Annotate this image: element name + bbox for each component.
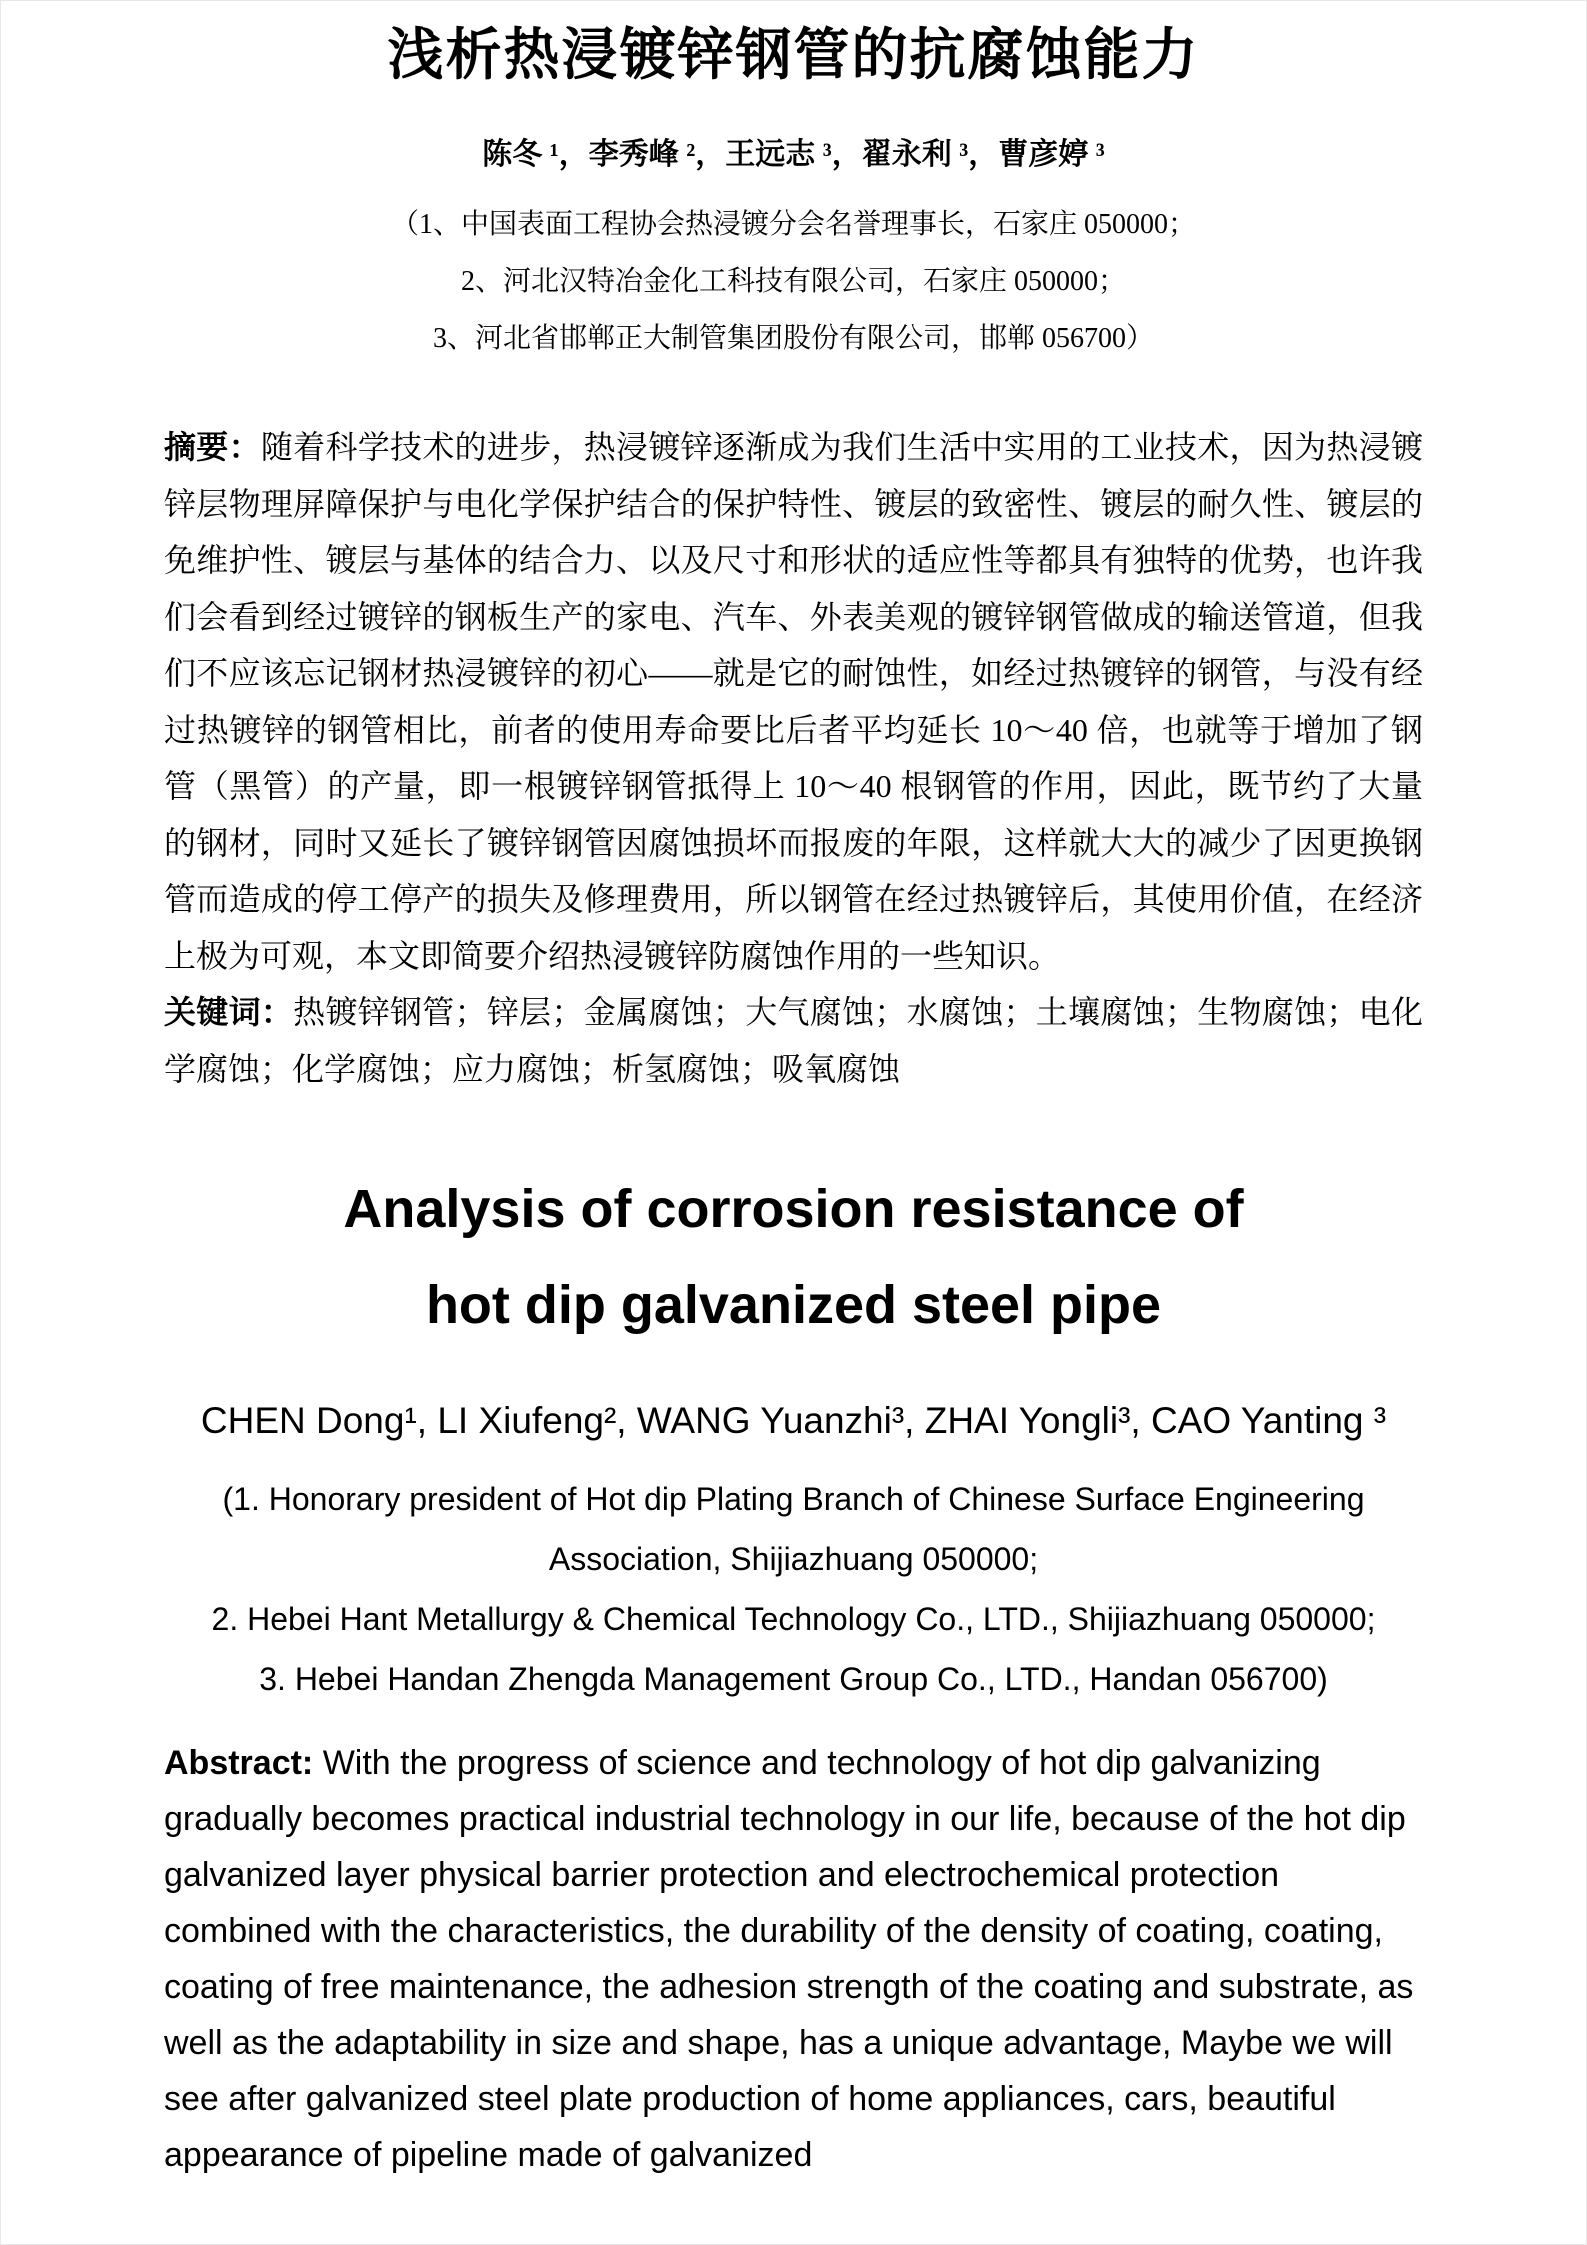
english-abstract-spacer — [313, 1744, 322, 1782]
english-title-line-1: Analysis of corrosion resistance of — [343, 1179, 1244, 1239]
english-section — [164, 1161, 1423, 2183]
chinese-abstract-label: 摘要： — [164, 429, 261, 465]
english-title-line-2: hot dip galvanized steel pipe — [425, 1275, 1162, 1335]
english-affiliation-2: 2. Hebei Hant Metallurgy & Chemical Technology Co., LTD., Shijiazhuang 050000; — [211, 1601, 1376, 1638]
chinese-affiliation-3: 3、河北省邯郸正大制管集团股份有限公司，邯郸 056700） — [432, 323, 1154, 354]
chinese-section — [164, 21, 1423, 1097]
english-affiliation-1: (1. Honorary president of Hot dip Plating Branch of Chinese Surface Engineering Association, Shijiazhuang 050000; — [222, 1481, 1365, 1578]
chinese-affiliations — [164, 196, 1423, 367]
chinese-keywords — [164, 984, 1423, 1097]
english-abstract-text: With the progress of science and technology of hot dip galvanizing gradually becomes practical industrial technology in our life, because of the hot dip galvanized layer physical barrier protection and electrochemical protection combined with the characteristics, the durability of the density of coating, coating, coating of free maintenance, the adhesion strength of the coating and substrate, as well as the adaptability in size and shape, has a unique advantage, Maybe we will see after galvanized steel plate production of home appliances, cars, beautiful appearance of pipeline made of galvanized — [164, 1744, 1414, 2175]
chinese-keywords-label: 关键词： — [164, 994, 294, 1030]
chinese-affiliation-2: 2、河北汉特冶金化工科技有限公司，石家庄 050000； — [460, 266, 1126, 297]
english-abstract-label: Abstract: — [164, 1744, 314, 1783]
page-content — [164, 21, 1423, 2183]
chinese-affiliation-1: （1、中国表面工程协会热浸镀分会名誉理事长，石家庄 050000； — [390, 209, 1196, 240]
chinese-keywords-text: 热镀锌钢管；锌层；金属腐蚀；大气腐蚀；水腐蚀；土壤腐蚀；生物腐蚀；电化学腐蚀；化学腐蚀；应力腐蚀；析氢腐蚀；吸氧腐蚀 — [164, 994, 1423, 1087]
english-affiliations — [164, 1469, 1423, 1709]
english-title — [164, 1161, 1423, 1353]
chinese-abstract-text: 随着科学技术的进步，热浸镀锌逐渐成为我们生活中实用的工业技术，因为热浸镀锌层物理屏障保护与电化学保护结合的保护特性、镀层的致密性、镀层的耐久性、镀层的免维护性、镀层与基体的结合力、以及尺寸和形状的适应性等都具有独特的优势，也许我们会看到经过镀锌的钢板生产的家电、汽车、外表美观的镀锌钢管做成的输送管道，但我们不应该忘记钢材热浸镀锌的初心——就是它的耐蚀性，如经过热镀锌的钢管，与没有经过热镀锌的钢管相比，前者的使用寿命要比后者平均延长 10～40 倍，也就等于增加了钢管（黑管）的产量，即一根镀锌钢管抵得上 10～40 根钢管的作用，因此，既节约了大量的钢材，同时又延长了镀锌钢管因腐蚀损坏而报废的年限，这样就大大的减少了因更换钢管而造成的停工停产的损失及修理费用，所以钢管在经过热镀锌后，其使用价值，在经济上极为可观，本文即简要介绍热浸镀锌防腐蚀作用的一些知识。 — [164, 429, 1423, 974]
english-affiliation-3: 3. Hebei Handan Zhengda Management Group Co., LTD., Handan 056700) — [259, 1661, 1328, 1698]
chinese-authors-line: 陈冬 ¹，李秀峰 ²，王远志 ³，翟永利 ³，曹彦婷 ³ — [482, 138, 1105, 171]
chinese-abstract — [164, 419, 1423, 984]
english-abstract — [164, 1735, 1423, 2183]
english-authors-line: CHEN Dong¹, LI Xiufeng², WANG Yuanzhi³, ZHAI Yongli³, CAO Yanting ³ — [200, 1400, 1387, 1441]
chinese-title: 浅析热浸镀锌钢管的抗腐蚀能力 — [387, 25, 1200, 87]
